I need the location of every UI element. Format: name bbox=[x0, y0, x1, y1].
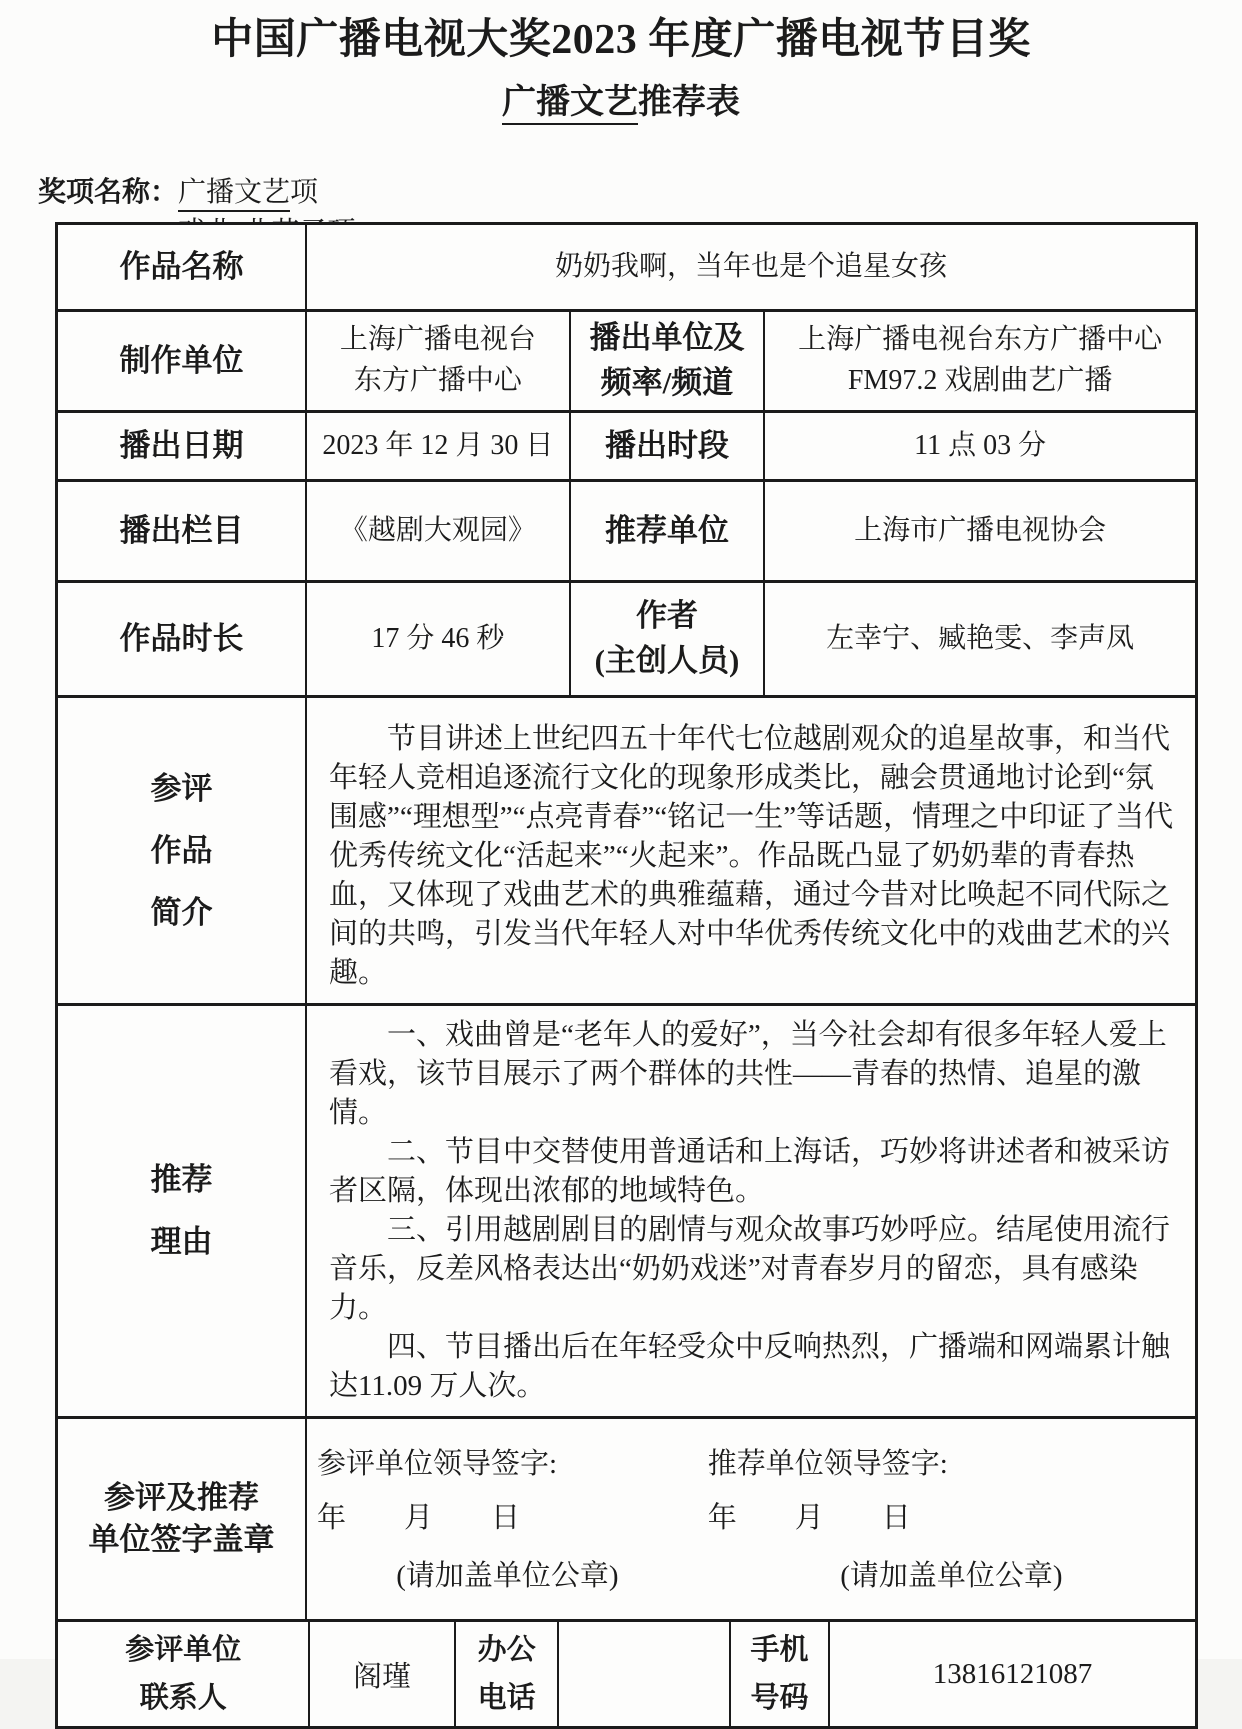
synopsis-text-cell bbox=[307, 698, 1195, 1003]
mobile-label-line2: 号码 bbox=[750, 1682, 809, 1714]
synopsis-label-line1: 参评 bbox=[150, 770, 213, 806]
office-phone-label-line1: 办公 bbox=[477, 1634, 536, 1666]
work-title-value-cell bbox=[307, 225, 1195, 309]
entrant-date-blank: 年 月 日 bbox=[317, 1502, 521, 1534]
air-time-label-cell bbox=[571, 413, 765, 479]
reasons-label-line1: 推荐 bbox=[150, 1162, 213, 1197]
producer-value-line1: 上海广播电视台 bbox=[339, 324, 536, 356]
broadcaster-value-cell bbox=[765, 312, 1195, 410]
air-time-label: 播出时段 bbox=[604, 427, 729, 463]
row-duration-authors bbox=[58, 583, 1195, 698]
contact-label-cell bbox=[58, 1622, 310, 1726]
producer-value-line2: 东方广播中心 bbox=[353, 365, 522, 396]
recommender-value: 上海市广播电视协会 bbox=[854, 514, 1107, 546]
reason-paragraph-3: 三、引用越剧剧目的剧情与观众故事巧妙呼应。结尾使用流行音乐，反差风格表达出“奶奶戏迷”对青春岁月的留恋，具有感染力。 bbox=[329, 1214, 1171, 1324]
recommender-label-cell bbox=[571, 482, 765, 580]
air-date-label-cell bbox=[58, 413, 307, 479]
duration-value: 17 分 46 秒 bbox=[371, 622, 505, 654]
contact-label-line1: 参评单位 bbox=[125, 1634, 242, 1666]
signature-content-cell bbox=[307, 1419, 1195, 1619]
duration-label-cell bbox=[58, 583, 307, 695]
program-value: 《越剧大观园》 bbox=[339, 514, 536, 546]
contact-name-cell bbox=[310, 1622, 456, 1726]
authors-label-cell bbox=[571, 583, 765, 695]
air-date-value: 2023 年 12 月 30 日 bbox=[322, 429, 554, 461]
row-program-recommender bbox=[58, 482, 1195, 583]
signature-label-line1: 参评及推荐 bbox=[104, 1480, 259, 1515]
recommendation-table bbox=[55, 222, 1198, 1729]
synopsis-paragraph: 节目讲述上世纪四五十年代七位越剧观众的追星故事，和当代年轻人竞相追逐流行文化的现象形成类比，融会贯通地讨论到“氛围感”“理想型”“点亮青春”“铭记一生”等话题，情理之中印证了当代优秀传统文化“活起来”“火起来”。作品既凸显了奶奶辈的青春热血，又体现了戏曲艺术的典雅蕴藉，通过今昔对比唤起不同代际之间的共鸣，引发当代年轻人对中华优秀传统文化中的戏曲艺术的兴趣。 bbox=[329, 723, 1174, 989]
mobile-label-line1: 手机 bbox=[750, 1634, 809, 1666]
signature-label-cell bbox=[58, 1419, 307, 1619]
document-subtitle bbox=[0, 74, 1242, 123]
subtitle-category-underlined: 广播文艺 bbox=[502, 84, 638, 125]
entrant-signature-block bbox=[307, 1419, 698, 1619]
synopsis-label-line3: 简介 bbox=[150, 894, 213, 930]
synopsis-label-cell bbox=[58, 698, 307, 1003]
award-name-label: 奖项名称： bbox=[38, 177, 179, 208]
broadcaster-label-cell bbox=[571, 312, 765, 410]
program-value-cell bbox=[307, 482, 571, 580]
row-producer-broadcaster bbox=[58, 312, 1195, 413]
air-time-value-cell bbox=[765, 413, 1195, 479]
row-airdate-airtime bbox=[58, 413, 1195, 482]
authors-label-line2: (主创人员) bbox=[594, 643, 740, 678]
reasons-text-cell bbox=[307, 1006, 1195, 1416]
broadcaster-label-line1: 播出单位及 bbox=[589, 320, 745, 356]
mobile-value-cell bbox=[830, 1622, 1195, 1726]
entrant-seal-note: (请加盖单位公章) bbox=[396, 1560, 619, 1592]
duration-label: 作品时长 bbox=[119, 620, 244, 656]
document-title: 中国广播电视大奖2023 年度广播电视节目奖 bbox=[211, 17, 1031, 63]
authors-label-line1: 作者 bbox=[635, 598, 698, 634]
work-title-value: 奶奶我啊，当年也是个追星女孩 bbox=[554, 250, 947, 282]
producer-label-cell bbox=[58, 312, 307, 410]
row-work-title bbox=[58, 225, 1195, 312]
row-reasons bbox=[58, 1006, 1195, 1419]
row-signature bbox=[58, 1419, 1195, 1622]
office-phone-value-cell bbox=[559, 1622, 731, 1726]
recommender-label: 推荐单位 bbox=[604, 512, 729, 548]
duration-value-cell bbox=[307, 583, 571, 695]
authors-value: 左幸宁、臧艳雯、李声凤 bbox=[826, 622, 1135, 654]
award-line-1: 广播文艺项 bbox=[178, 173, 355, 213]
work-title-label-cell bbox=[58, 225, 307, 309]
office-phone-label-cell bbox=[456, 1622, 559, 1726]
recommender-signature-block bbox=[698, 1419, 1195, 1619]
reasons-label-line2: 理由 bbox=[150, 1224, 213, 1259]
recommender-sign-label: 推荐单位领导签字: bbox=[707, 1448, 948, 1480]
air-date-value-cell bbox=[307, 413, 571, 479]
reasons-label-cell bbox=[58, 1006, 307, 1416]
subtitle-suffix: 推荐表 bbox=[638, 84, 740, 121]
recommender-seal-note: (请加盖单位公章) bbox=[840, 1560, 1063, 1592]
air-time-value: 11 点 03 分 bbox=[914, 429, 1047, 461]
contact-label-line2: 联系人 bbox=[139, 1682, 227, 1714]
reason-paragraph-2: 二、节目中交替使用普通话和上海话，巧妙将讲述者和被采访者区隔，体现出浓郁的地域特色。 bbox=[329, 1136, 1171, 1207]
work-title-label: 作品名称 bbox=[119, 248, 244, 284]
contact-name: 阁瑾 bbox=[353, 1660, 412, 1693]
synopsis-label-line2: 作品 bbox=[150, 832, 213, 868]
authors-value-cell bbox=[765, 583, 1195, 695]
recommender-value-cell bbox=[765, 482, 1195, 580]
program-label-cell bbox=[58, 482, 307, 580]
producer-value-cell bbox=[307, 312, 571, 410]
broadcaster-label-line2: 频率/频道 bbox=[600, 365, 734, 400]
reason-paragraph-1: 一、戏曲曾是“老年人的爱好”，当今社会却有很多年轻人爱上看戏，该节目展示了两个群体的共性——青春的热情、追星的激情。 bbox=[329, 1019, 1167, 1129]
broadcaster-value-line1: 上海广播电视台东方广播中心 bbox=[798, 324, 1163, 356]
row-synopsis bbox=[58, 698, 1195, 1006]
recommender-date-blank: 年 月 日 bbox=[707, 1502, 911, 1534]
signature-label-line2: 单位签字盖章 bbox=[88, 1522, 275, 1557]
program-label: 播出栏目 bbox=[119, 512, 244, 548]
reason-paragraph-4: 四、节目播出后在年轻受众中反响热烈，广播端和网端累计触达11.09 万人次。 bbox=[329, 1331, 1171, 1402]
entrant-sign-label: 参评单位领导签字: bbox=[317, 1448, 558, 1480]
office-phone-label-line2: 电话 bbox=[477, 1682, 536, 1714]
mobile-label-cell bbox=[731, 1622, 830, 1726]
broadcaster-value-line2: FM97.2 戏剧曲艺广播 bbox=[847, 365, 1113, 396]
row-contact bbox=[58, 1622, 1195, 1726]
mobile-value: 13816121087 bbox=[932, 1657, 1093, 1690]
producer-label: 制作单位 bbox=[119, 342, 244, 378]
air-date-label: 播出日期 bbox=[119, 427, 244, 463]
